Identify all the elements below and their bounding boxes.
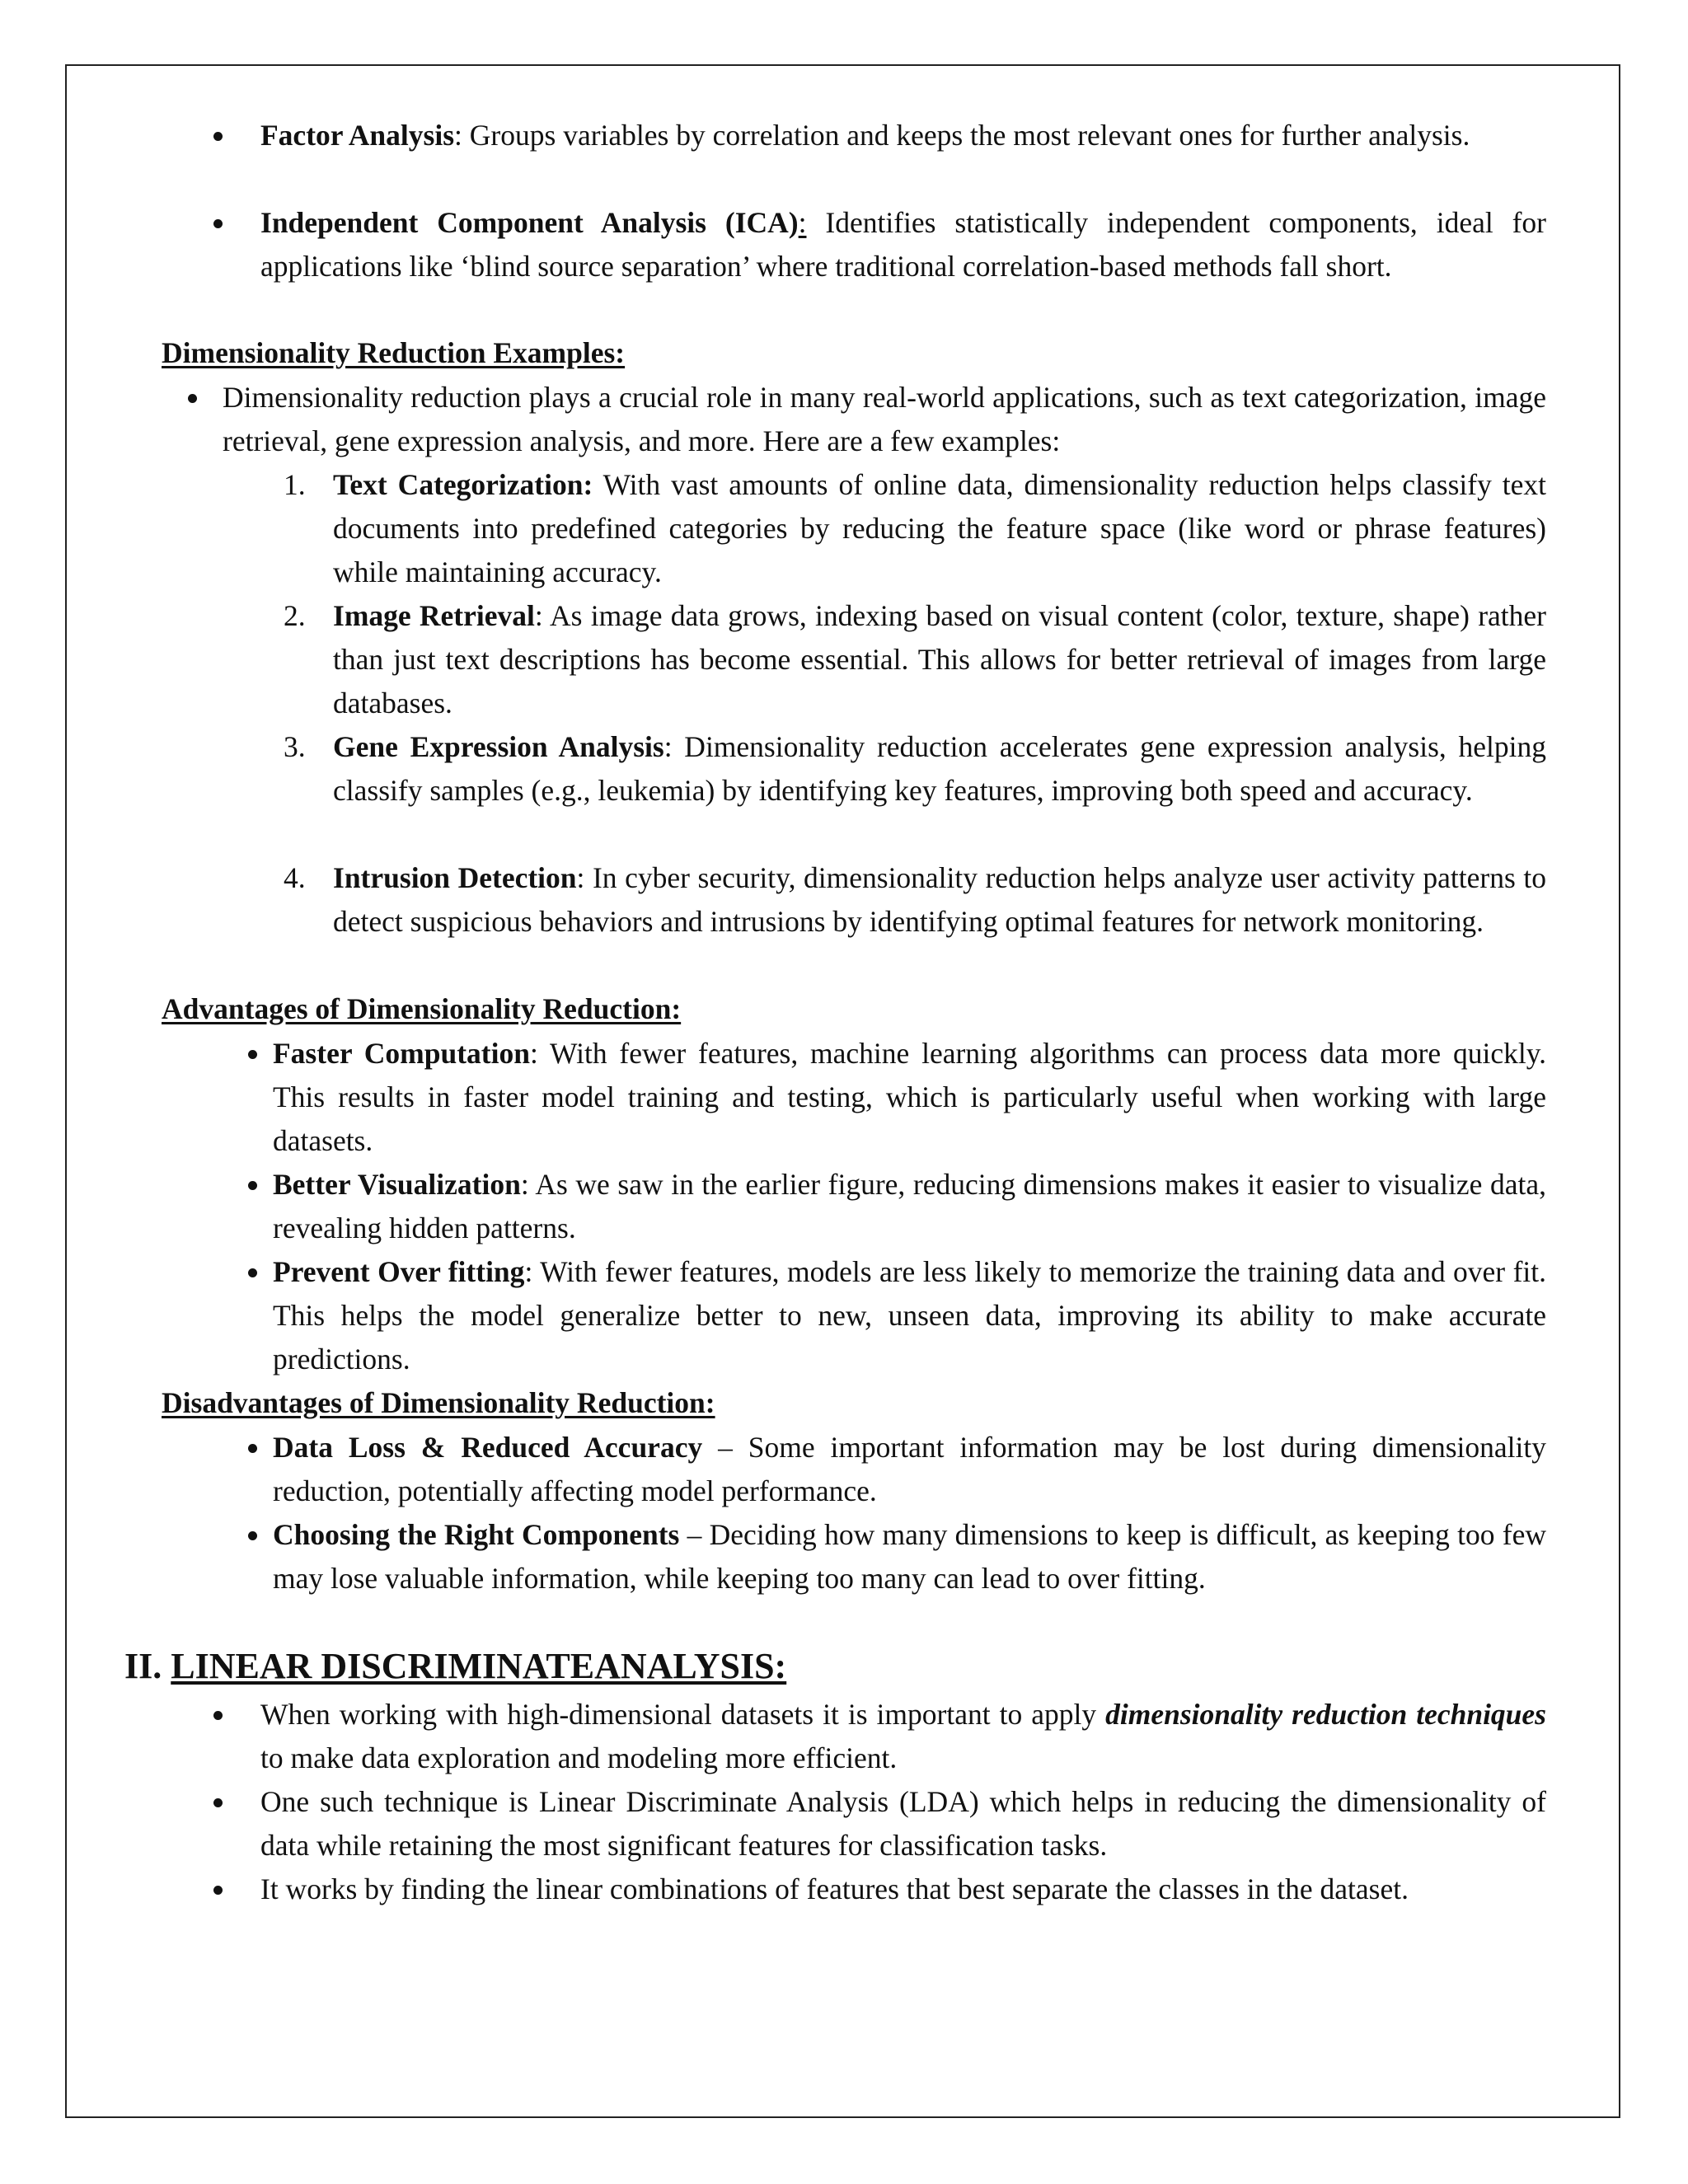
advantages-heading: Advantages of Dimensionality Reduction: bbox=[162, 992, 682, 1025]
list-number: 1. bbox=[284, 468, 306, 501]
advantage-text: : With fewer features, models are less likely to memorize the training data and over fit. This helps the model generalize better to new, unseen data, improving its ability to make accurate predictions. bbox=[273, 1255, 1546, 1376]
section-heading bbox=[124, 1643, 786, 1690]
list-number: 2. bbox=[284, 599, 306, 632]
disadvantage-title: Data Loss & Reduced Accuracy bbox=[273, 1431, 703, 1464]
section-title: LINEAR DISCRIMINATEANALYSIS: bbox=[171, 1646, 787, 1686]
lda-bullet-2 bbox=[260, 1780, 1546, 1868]
example-text: : Dimensionality reduction accelerates gene expression analysis, helping classify samples (e.g., leukemia) by identifying key features, improving both speed and accuracy. bbox=[333, 730, 1546, 807]
example-title: Intrusion Detection bbox=[333, 861, 577, 894]
lda-text: When working with high-dimensional datasets it is important to apply bbox=[260, 1698, 1106, 1731]
disadvantage-data-loss bbox=[273, 1426, 1546, 1513]
advantage-prevent-overfitting bbox=[273, 1250, 1546, 1381]
lda-bullet-1 bbox=[260, 1693, 1546, 1780]
example-text-categorization bbox=[333, 463, 1546, 594]
bullet-dot bbox=[248, 1181, 257, 1190]
advantage-title: Better Visualization bbox=[273, 1168, 521, 1201]
lda-text: It works by finding the linear combinations of features that best separate the classes in the dataset. bbox=[260, 1872, 1409, 1905]
term-text: Identifies statistically independent components, ideal for applications like ‘blind source separation’ where traditional correlation-based methods fall short. bbox=[260, 206, 1546, 283]
disadvantage-text: – Some important information may be lost during dimensionality reduction, potentially affecting model performance. bbox=[273, 1431, 1546, 1507]
advantage-title: Prevent Over fitting bbox=[273, 1255, 525, 1288]
bullet-dot bbox=[213, 1886, 223, 1895]
lda-text: One such technique is Linear Discriminate Analysis (LDA) which helps in reducing the dimensionality of data while retaining the most significant features for classification tasks. bbox=[260, 1785, 1546, 1862]
example-title: Image Retrieval bbox=[333, 599, 535, 632]
bullet-dot bbox=[188, 394, 197, 403]
term-title: Independent Component Analysis (ICA) bbox=[260, 206, 799, 239]
bullet-dot bbox=[248, 1050, 257, 1059]
lda-text: to make data exploration and modeling more efficient. bbox=[260, 1741, 898, 1774]
examples-intro: Dimensionality reduction plays a crucial role in many real-world applications, such as text categorization, image retrieval, gene expression analysis, and more. Here are a few examples: bbox=[223, 381, 1546, 457]
example-text: : In cyber security, dimensionality reduction helps analyze user activity patterns to detect suspicious behaviors and intrusions by identifying optimal features for network monitoring. bbox=[333, 861, 1546, 938]
lda-emphasis: dimensionality reduction techniques bbox=[1105, 1698, 1547, 1731]
advantage-title: Faster Computation bbox=[273, 1037, 530, 1070]
disadvantage-choosing-components bbox=[273, 1513, 1546, 1601]
lda-bullet-3 bbox=[260, 1868, 1546, 1911]
bullet-dot bbox=[213, 1798, 223, 1807]
bullet-dot bbox=[213, 219, 223, 228]
advantage-text: : With fewer features, machine learning algorithms can process data more quickly. This results in faster model training and testing, which is particularly useful when working with large datasets. bbox=[273, 1037, 1547, 1157]
bullet-dot bbox=[213, 132, 223, 141]
advantage-faster-computation bbox=[273, 1032, 1546, 1163]
example-intrusion-detection bbox=[333, 856, 1546, 944]
disadvantage-title: Choosing the Right Components bbox=[273, 1518, 680, 1551]
disadvantages-heading: Disadvantages of Dimensionality Reduction: bbox=[162, 1386, 715, 1419]
advantage-text: : As we saw in the earlier figure, reducing dimensions makes it easier to visualize data, revealing hidden patterns. bbox=[273, 1168, 1546, 1244]
bullet-dot bbox=[213, 1711, 223, 1720]
separator: : bbox=[454, 119, 470, 152]
bullet-dot bbox=[248, 1268, 257, 1277]
section-number: II. bbox=[124, 1646, 162, 1686]
advantage-better-visualization bbox=[273, 1163, 1546, 1250]
list-number: 4. bbox=[284, 861, 306, 894]
examples-heading: Dimensionality Reduction Examples: bbox=[162, 336, 626, 369]
example-gene-expression bbox=[333, 725, 1546, 813]
example-image-retrieval bbox=[333, 594, 1546, 725]
example-title: Text Categorization: bbox=[333, 468, 593, 501]
disadvantage-text: – Deciding how many dimensions to keep is difficult, as keeping too few may lose valuable information, while keeping too many can lead to over fitting. bbox=[273, 1518, 1546, 1595]
bullet-dot bbox=[248, 1444, 257, 1453]
term-title: Factor Analysis bbox=[260, 119, 455, 152]
example-text: : As image data grows, indexing based on visual content (color, texture, shape) rather than just text descriptions has become essential. This allows for better retrieval of images from large databases. bbox=[333, 599, 1546, 719]
bullet-factor-analysis bbox=[260, 114, 1546, 157]
separator: : bbox=[798, 206, 807, 239]
bullet-dot bbox=[248, 1531, 257, 1540]
bullet-ica bbox=[260, 201, 1546, 288]
list-number: 3. bbox=[284, 730, 306, 763]
example-title: Gene Expression Analysis bbox=[333, 730, 664, 763]
term-text: Groups variables by correlation and keeps the most relevant ones for further analysis. bbox=[469, 119, 1470, 152]
example-text: With vast amounts of online data, dimensionality reduction helps classify text documents into predefined categories by reducing the feature space (like word or phrase features) while maintaining accuracy. bbox=[333, 468, 1546, 588]
